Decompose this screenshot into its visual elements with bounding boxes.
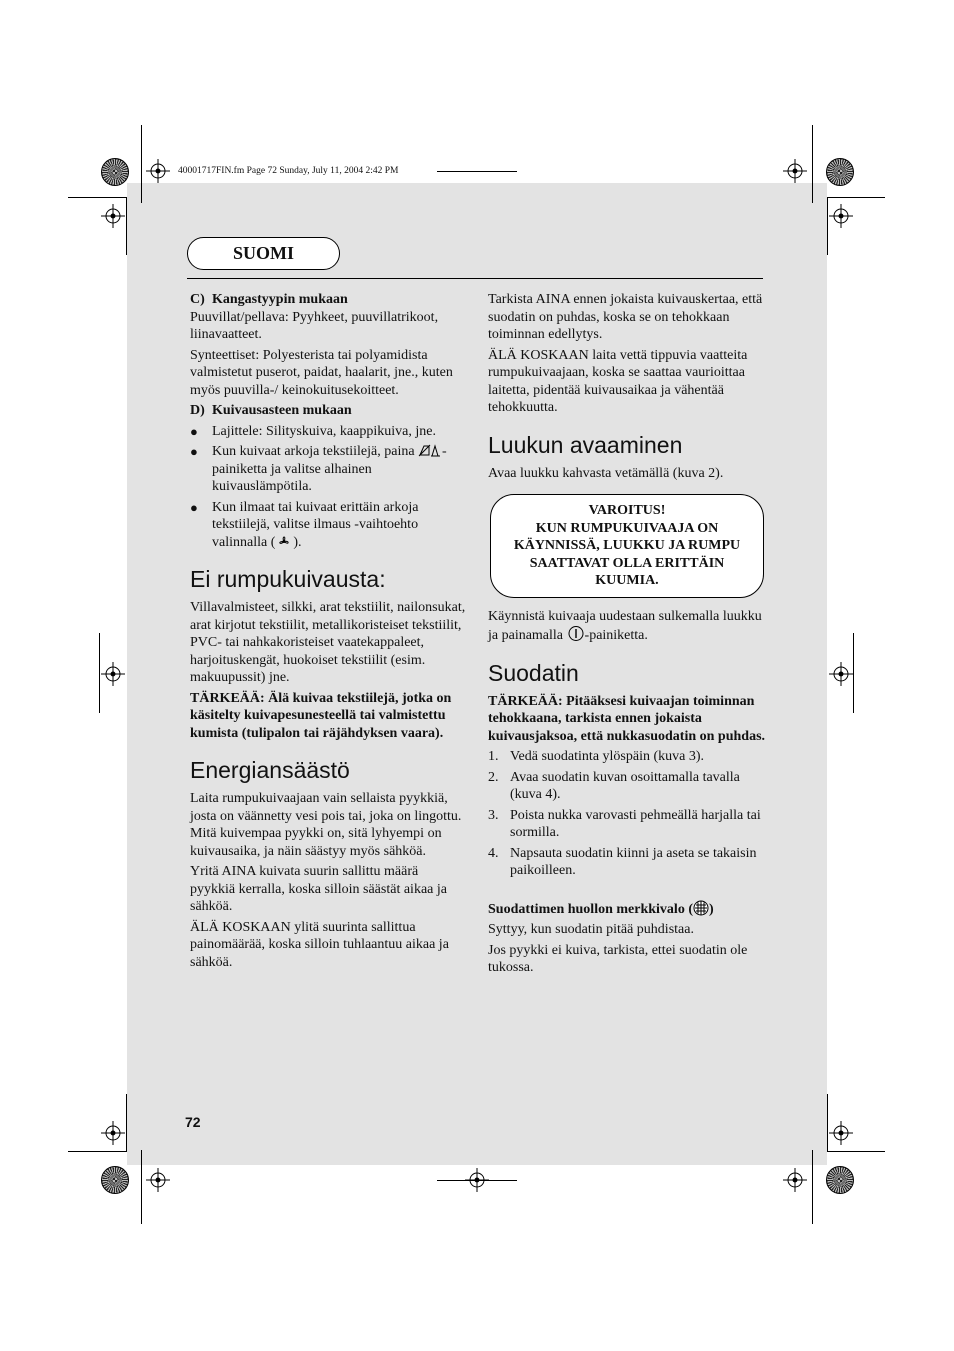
crop-line xyxy=(68,197,126,198)
crop-line xyxy=(827,1151,885,1152)
list-item xyxy=(190,443,466,496)
section-letter: D) xyxy=(190,403,205,418)
crop-line xyxy=(812,125,813,203)
heading-filter: Suodatin xyxy=(488,659,579,686)
list-item: 3. Poista nukka varovasti pehmeällä harjalla tai sormilla. xyxy=(488,807,766,842)
list-item-text: Vedä suodatinta ylöspäin (kuva 3). xyxy=(510,749,705,764)
registration-mark-icon xyxy=(829,1121,853,1145)
important-note: TÄRKEÄÄ: Älä kuivaa tekstiilejä, jotka on käsitelty kuivapesunesteellä tai valmistettu kumista (tulipalon tai räjähdyksen vaara). xyxy=(190,690,452,741)
crop-line xyxy=(126,1094,127,1152)
filter-indicator-icon xyxy=(693,900,709,916)
warning-title: VAROITUS! xyxy=(588,503,666,518)
registration-mark-icon xyxy=(783,159,807,183)
list-item-text: Avaa suodatin kuvan osoittamalla tavalla (kuva 4). xyxy=(510,769,740,802)
power-icon xyxy=(567,625,585,642)
list-item: 1. Vedä suodatinta ylöspäin (kuva 3). xyxy=(488,749,705,764)
color-rosette-icon xyxy=(826,158,854,186)
numbered-list xyxy=(488,748,766,880)
list-item: 2. Avaa suodatin kuvan osoittamalla tavalla (kuva 4). xyxy=(488,769,766,804)
section-c-heading xyxy=(190,291,466,309)
list-item-text: Poista nukka varovasti pehmeällä harjalla tai sormilla. xyxy=(510,807,761,840)
crop-line xyxy=(68,1151,126,1152)
crop-line xyxy=(827,197,885,198)
registration-mark-icon xyxy=(465,1168,489,1192)
section-title: Kuivausasteen mukaan xyxy=(212,403,352,418)
left-column xyxy=(190,291,466,974)
heading-door-opening: Luukun avaaminen xyxy=(488,431,683,458)
list-item xyxy=(190,423,466,441)
registration-mark-icon xyxy=(101,662,125,686)
registration-mark-icon xyxy=(101,204,125,228)
crop-line xyxy=(99,633,100,713)
crop-line xyxy=(141,125,142,203)
heading-no-tumble-dry: Ei rumpukuivausta: xyxy=(190,566,386,592)
bullet-icon: ● xyxy=(190,423,198,439)
paragraph: Villavalmisteet, silkki, arat tekstiilit, nailonsukat, arat kirjotut tekstiilit, metallikoristeiset tekstiilit, PVC- tai nahkakoristeiset vaatekappaleet, harjoituskengät, huokoiset tekstiilit (esim. makuupussit) jne. xyxy=(190,600,466,685)
paragraph: ÄLÄ KOSKAAN laita vettä tippuvia vaatteita rumpukuivaajaan, koska se saattaa vaurioittaa laitetta, pidentää kuivausaikaa ja vähentää tehokkuutta. xyxy=(488,347,748,415)
crop-line xyxy=(853,633,854,713)
color-rosette-icon xyxy=(101,1166,129,1194)
paragraph: Yritä AINA kuivata suurin sallittu määrä pyykkiä kerralla, koska silloin säästät aikaa ja sähköä. xyxy=(190,864,447,914)
heading-energy-saving: Energiansäästö xyxy=(190,757,350,783)
paragraph: Jos pyykki ei kuiva, tarkista, ettei suodatin ole tukossa. xyxy=(488,942,748,975)
list-item-text: Kun kuivaat arkoja tekstiilejä, paina -painiketta ja valitse alhainen kuivauslämpötila. xyxy=(212,444,447,494)
warning-box xyxy=(490,494,764,598)
paragraph: Puuvillat/pellava: Pyyhkeet, puuvillatrikoot, liinavaatteet. xyxy=(190,309,439,342)
registration-mark-icon xyxy=(829,662,853,686)
right-column xyxy=(488,291,766,980)
registration-mark-icon xyxy=(101,1121,125,1145)
color-rosette-icon xyxy=(101,158,129,186)
important-note: TÄRKEÄÄ: Pitääksesi kuivaajan toiminnan tehokkaana, tarkista ennen jokaista kuivausjaksoa, että nukkasuodatin on puhdas. xyxy=(488,693,766,744)
list-item: 4. Napsauta suodatin kiinni ja aseta se takaisin paikoilleen. xyxy=(488,845,766,880)
paragraph: Avaa luukku kahvasta vetämällä (kuva 2). xyxy=(488,465,724,481)
crop-line xyxy=(141,1150,142,1224)
warning-text: KUN RUMPUKUIVAAJA ON KÄYNNISSÄ, LUUKKU JA RUMPU SAATTAVAT OLLA ERITTÄIN KUUMIA. xyxy=(513,520,741,588)
crop-line xyxy=(126,197,127,255)
list-item xyxy=(190,499,466,552)
file-info: 40001717FIN.fm Page 72 Sunday, July 11, 2004 2:42 PM xyxy=(178,166,399,176)
paragraph: ÄLÄ KOSKAAN ylitä suurinta sallittua painomäärää, koska silloin tuhlaantuu aikaa ja sähköä. xyxy=(190,919,449,970)
language-label: SUOMI xyxy=(187,237,340,270)
registration-mark-icon xyxy=(783,1168,807,1192)
bullet-icon: ● xyxy=(190,444,198,459)
header-rule xyxy=(187,278,763,279)
registration-mark-icon xyxy=(829,204,853,228)
crop-line xyxy=(812,1150,813,1224)
paragraph: Tarkista AINA ennen jokaista kuivauskertaa, että suodatin on puhdas, koska se on tehokkaan toiminnan edellytys. xyxy=(488,292,763,342)
paragraph: Syttyy, kun suodatin pitää puhdistaa. xyxy=(488,922,694,937)
subheading-filter-indicator: Suodattimen huollon merkkivalo ( ) xyxy=(488,901,714,917)
color-rosette-icon xyxy=(826,1166,854,1194)
page-number: 72 xyxy=(185,1114,201,1130)
fan-icon xyxy=(275,534,293,549)
crop-line xyxy=(827,197,828,255)
crop-line xyxy=(437,171,517,172)
crop-line xyxy=(827,1094,828,1152)
list-item-text: Kun ilmaat tai kuivaat erittäin arkoja tekstiilejä, valitse ilmaus -vaihtoehto valinnalla ( ). xyxy=(212,499,419,550)
list-item-text: Lajittele: Silityskuiva, kaappikuiva, jne. xyxy=(212,423,436,439)
paragraph: Laita rumpukuivaajaan vain sellaista pyykkiä, josta on väännetty vesi pois tai, joka on lingottu. Mitä kuivempaa pyykki on, sitä lyhyempi on kuivausaika, ja näin säästyy myös sähköä. xyxy=(190,791,462,859)
paragraph: Käynnistä kuivaaja uudestaan sulkemalla luukku ja painamalla -painiketta. xyxy=(488,608,762,643)
bullet-icon: ● xyxy=(190,499,198,515)
delicate-iron-icon xyxy=(418,443,442,458)
section-title: Kangastyypin mukaan xyxy=(212,292,348,307)
list-item-text: Napsauta suodatin kiinni ja aseta se takaisin paikoilleen. xyxy=(510,845,757,878)
registration-mark-icon xyxy=(146,1168,170,1192)
section-d-heading xyxy=(190,402,466,420)
paragraph: Synteettiset: Polyesterista tai polyamidista valmistetut puserot, paidat, haalarit, jne., kuten myös puuvilla-/ keinokuitusekoitteet. xyxy=(190,347,453,398)
registration-mark-icon xyxy=(146,159,170,183)
section-letter: C) xyxy=(190,292,205,307)
